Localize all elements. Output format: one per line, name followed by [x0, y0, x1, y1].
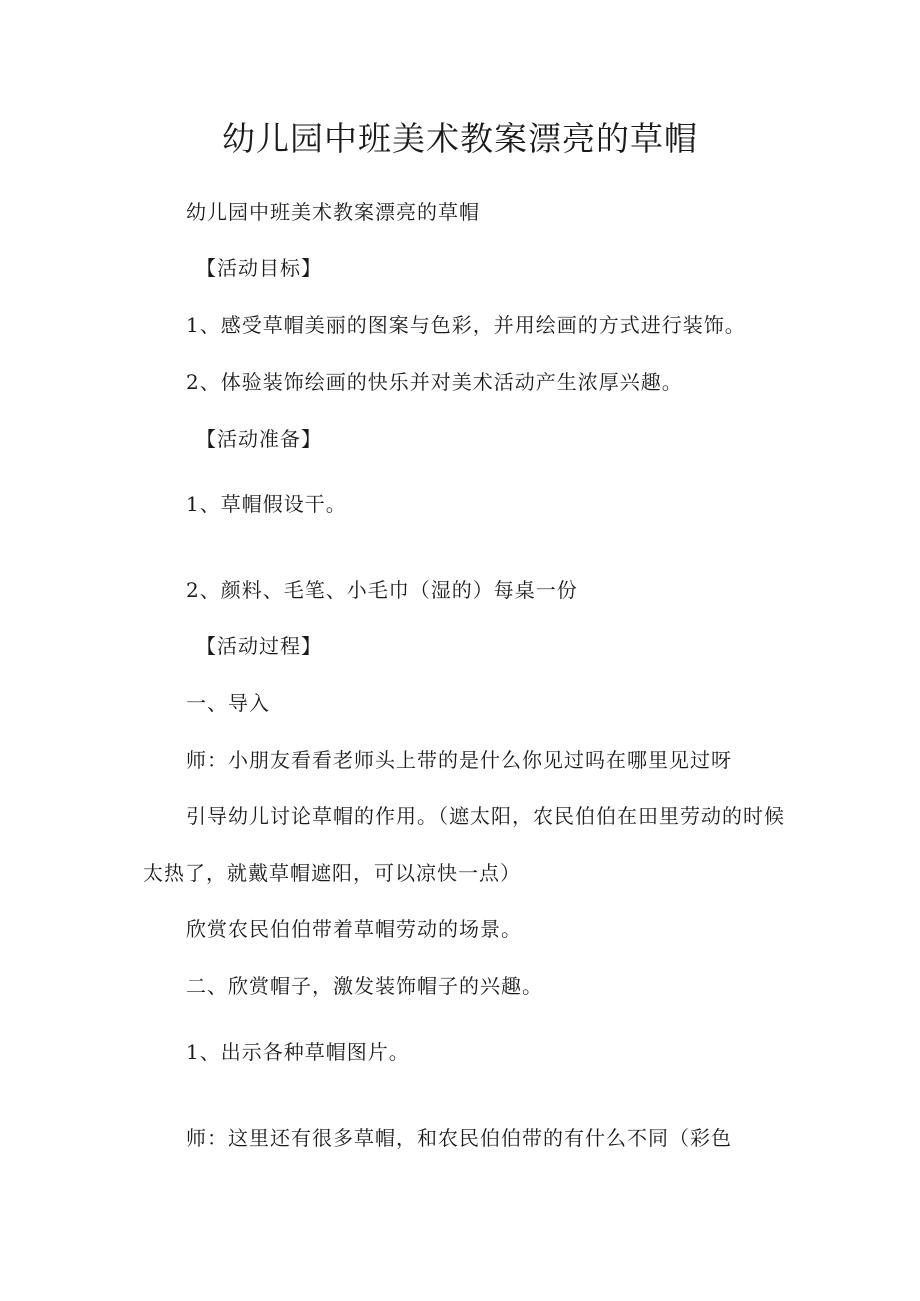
prep-heading: 【活动准备】: [196, 427, 322, 451]
document-title: 幼儿园中班美术教案漂亮的草帽: [222, 119, 698, 158]
prep-item-1: 1、草帽假设干。: [186, 492, 347, 516]
process-heading: 【活动过程】: [196, 634, 322, 658]
teacher-question-2: 师：这里还有很多草帽，和农民伯伯带的有什么不同（彩色: [186, 1126, 732, 1150]
discussion-line-1: 引导幼儿讨论草帽的作用。（遮太阳，农民伯伯在田里劳动的时候: [186, 804, 785, 828]
show-pictures-item: 1、出示各种草帽图片。: [186, 1040, 410, 1064]
step-intro: 一、导入: [186, 691, 270, 715]
teacher-question-1: 师：小朋友看看老师头上带的是什么你见过吗在哪里见过呀: [186, 748, 732, 772]
goal-heading: 【活动目标】: [196, 256, 322, 280]
appreciate-scene-text: 欣赏农民伯伯带着草帽劳动的场景。: [186, 917, 522, 941]
subtitle-text: 幼儿园中班美术教案漂亮的草帽: [186, 200, 480, 224]
step-two-heading: 二、欣赏帽子，激发装饰帽子的兴趣。: [186, 974, 543, 998]
goal-item-1: 1、感受草帽美丽的图案与色彩，并用绘画的方式进行装饰。: [186, 313, 746, 337]
discussion-line-2: 太热了，就戴草帽遮阳，可以凉快一点）: [143, 861, 521, 885]
goal-item-2: 2、体验装饰绘画的快乐并对美术活动产生浓厚兴趣。: [186, 370, 683, 394]
prep-item-2: 2、颜料、毛笔、小毛巾（湿的）每桌一份: [186, 578, 578, 602]
